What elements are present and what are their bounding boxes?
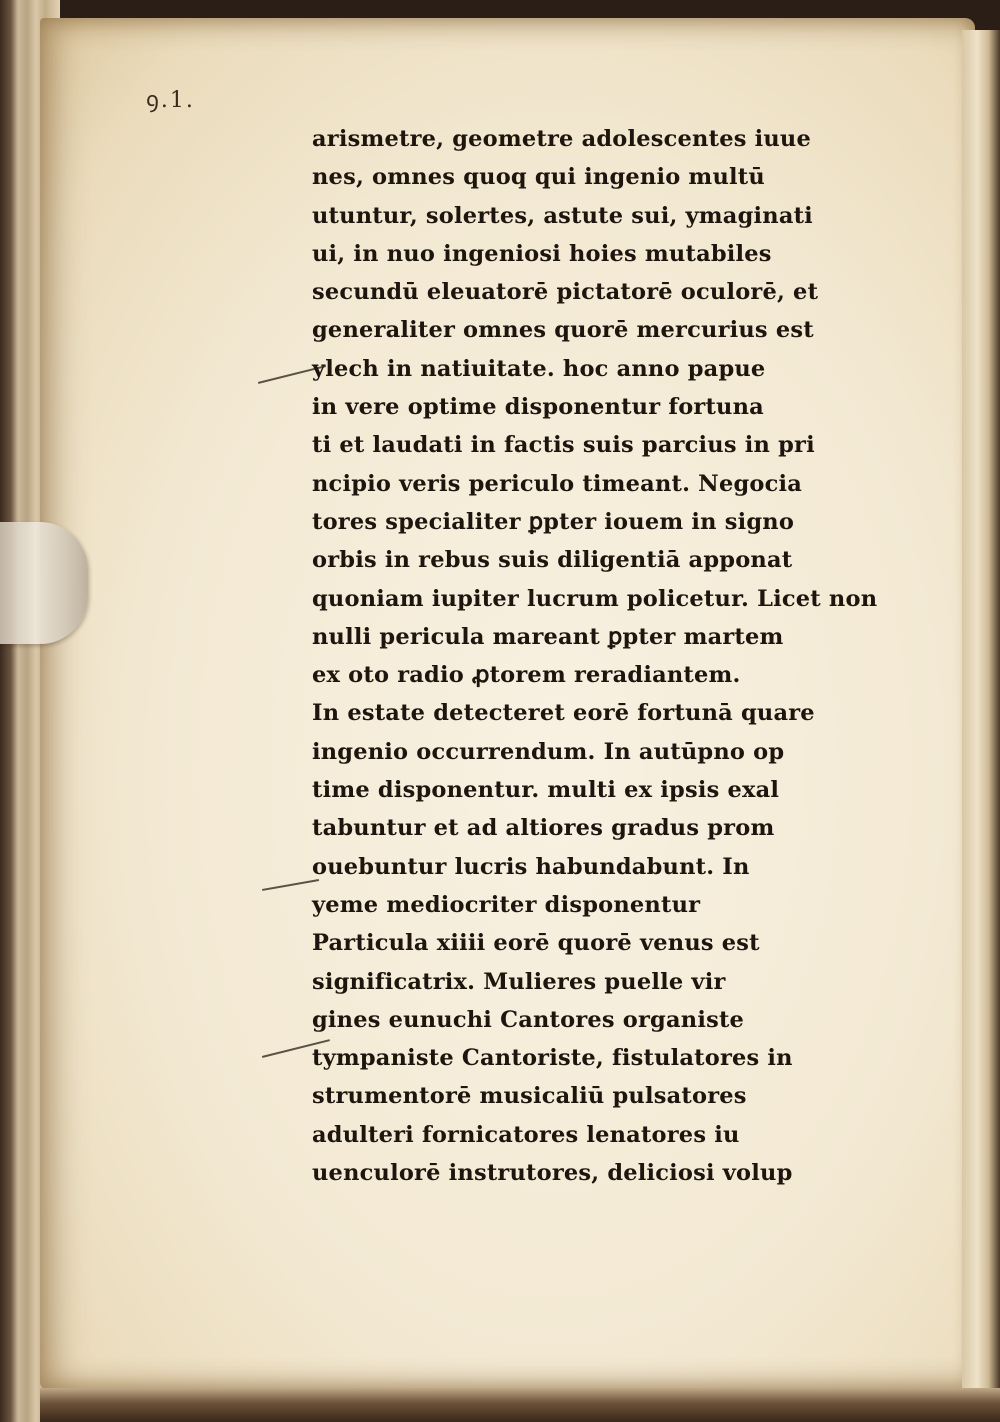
manuscript-line: secundū eleuatorē pictatorē oculorē, et bbox=[312, 279, 819, 306]
book-right-edge bbox=[962, 30, 1000, 1390]
manuscript-line: ncipio veris periculo timeant. Negocia bbox=[312, 470, 803, 497]
manuscript-line: tympaniste Cantoriste, fistulatores in bbox=[312, 1045, 793, 1072]
page-tab bbox=[0, 522, 88, 644]
manuscript-line: uenculorē instrutores, deliciosi volup bbox=[312, 1160, 793, 1187]
manuscript-line: strumentorē musicaliū pulsatores bbox=[312, 1083, 747, 1110]
manuscript-line: nes, omnes quoq qui ingenio multū bbox=[312, 164, 765, 191]
manuscript-line: ingenio occurrendum. In autūpno op bbox=[312, 738, 785, 765]
manuscript-line: gines eunuchi Cantores organiste bbox=[312, 1006, 745, 1033]
manuscript-line: quoniam iupiter lucrum policetur. Licet non bbox=[312, 585, 878, 612]
manuscript-line: generaliter omnes quorē mercurius est bbox=[312, 317, 814, 344]
manuscript-line: tores specialiter ꝑpter iouem in signo bbox=[312, 508, 795, 535]
manuscript-line: nulli pericula mareant ꝑpter martem bbox=[312, 623, 784, 650]
manuscript-line: In estate detecteret eorē fortunā quare bbox=[312, 700, 815, 727]
manuscript-line: orbis in rebus suis diligentiā apponat bbox=[312, 547, 793, 574]
manuscript-line: ui, in nuo ingeniosi hoies mutabiles bbox=[312, 240, 772, 267]
manuscript-line: ti et laudati in factis suis parcius in pri bbox=[312, 432, 815, 459]
manuscript-line: ex oto radio ꝓtorem reradiantem. bbox=[312, 662, 741, 689]
manuscript-line: tabuntur et ad altiores gradus prom bbox=[312, 815, 775, 842]
manuscript-line: arismetre, geometre adolescentes iuue bbox=[312, 126, 811, 152]
manuscript-line: utuntur, solertes, astute sui, ymaginati bbox=[312, 202, 813, 229]
manuscript-line: time disponentur. multi ex ipsis exal bbox=[312, 777, 780, 804]
manuscript-line: Particula xiiii eorē quorē venus est bbox=[312, 930, 760, 957]
manuscript-line: in vere optime disponentur fortuna bbox=[312, 394, 764, 421]
folio-mark: ꝯ.1. bbox=[146, 88, 195, 113]
manuscript-line: yeme mediocriter disponentur bbox=[312, 891, 701, 918]
book-bottom-edge bbox=[40, 1388, 1000, 1422]
manuscript-line: significatrix. Mulieres puelle vir bbox=[312, 968, 726, 995]
manuscript-line: ylech in natiuitate. hoc anno papue bbox=[312, 355, 766, 382]
manuscript-text-block bbox=[312, 120, 952, 1192]
manuscript-line: ouebuntur lucris habundabunt. In bbox=[312, 853, 750, 880]
manuscript-line: adulteri fornicatores lenatores iu bbox=[312, 1121, 740, 1148]
